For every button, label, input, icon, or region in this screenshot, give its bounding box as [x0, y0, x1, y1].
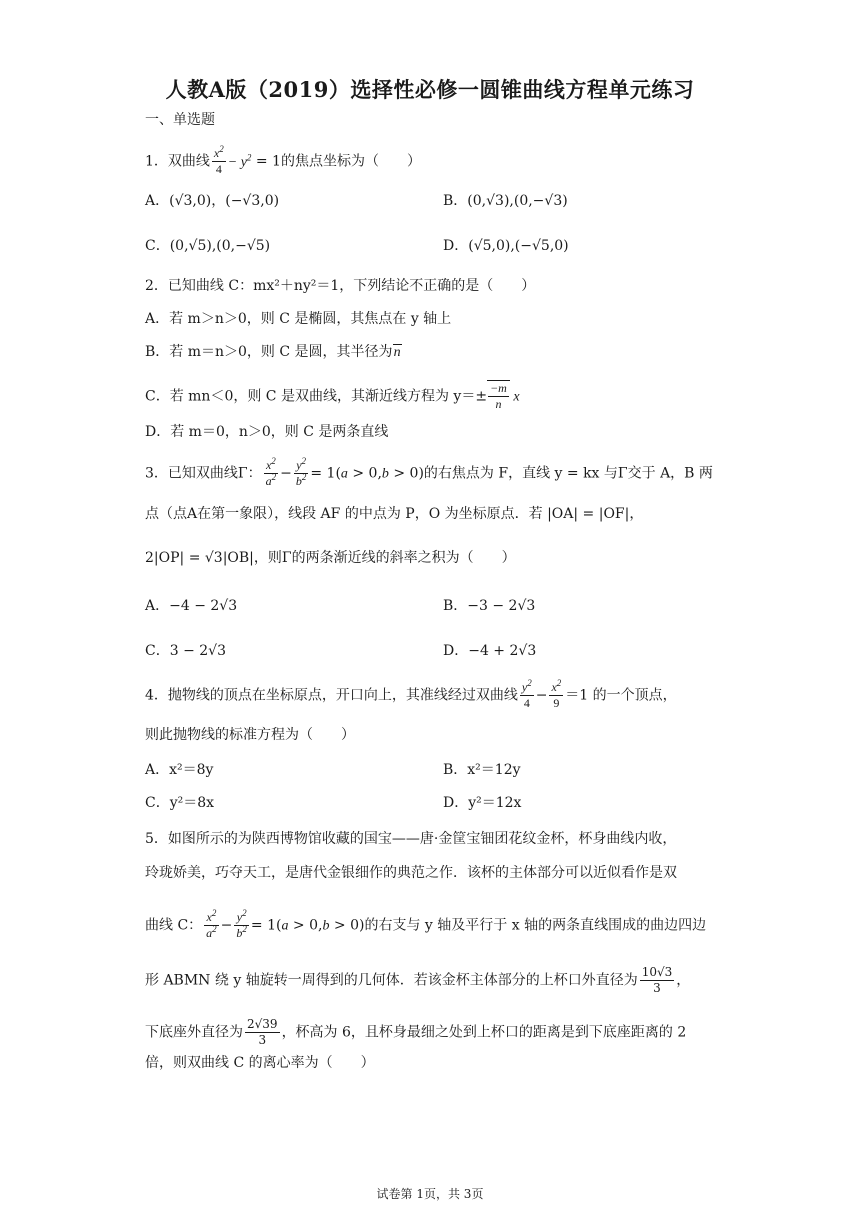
section-heading: 一、单选题 [145, 112, 215, 128]
question-4: 4．抛物线的顶点在坐标原点，开口向上，其准线经过双曲线 $\frac{y^2}{4}$ − $\frac{x^2}{9}$ ＝1 的一个顶点， [145, 678, 677, 710]
q2-option-b[interactable]: B．若 m＝n＞0，则 C 是圆，其半径为n [145, 344, 401, 360]
page-title: 人教A版（2019）选择性必修一圆锥曲线方程单元练习 [165, 77, 695, 102]
q3-option-c[interactable]: C．3 − 2√3 [145, 643, 226, 659]
question-5-line-6: 倍，则双曲线 C 的离心率为（ ） [145, 1055, 375, 1071]
q3-option-a[interactable]: A．−4 − 2√3 [145, 598, 238, 614]
question-4-line-2: 则此抛物线的标准方程为（ ） [145, 727, 355, 743]
q4-option-a[interactable]: A．x²＝8y [145, 762, 214, 778]
question-5-line-4: 形 ABMN 绕 y 轴旋转一周得到的几何体．若该金杯主体部分的上杯口外直径为 $\frac{10√3}{3}$ ， [145, 965, 691, 995]
question-5-line-5: 下底座外直径为 $\frac{2√39}{3}$ ，杯高为 6，且杯身最细之处到上杯口的距离是到下底座距离的 2 [145, 1017, 687, 1047]
q2-option-a[interactable]: A．若 m＞n＞0，则 C 是椭圆，其焦点在 y 轴上 [145, 311, 452, 327]
q3-option-d[interactable]: D．−4 + 2√3 [443, 643, 537, 659]
q1-option-a[interactable]: A．(√3,0)，(−√3,0) [145, 193, 280, 209]
question-5: 5．如图所示的为陕西博物馆收藏的国宝——唐·金筐宝钿团花纹金杯，杯身曲线内收， [145, 831, 677, 847]
q2-option-d[interactable]: D．若 m＝0，n＞0，则 C 是两条直线 [145, 424, 389, 440]
q4-option-d[interactable]: D．y²＝12x [443, 795, 522, 811]
question-5-line-2: 玲珑娇美，巧夺天工，是唐代金银细作的典范之作．该杯的主体部分可以近似看作是双 [145, 865, 677, 881]
question-2: 2．已知曲线 C：mx²＋ny²＝1，下列结论不正确的是（ ） [145, 278, 536, 294]
q1-option-c[interactable]: C．(0,√5),(0,−√5) [145, 238, 271, 254]
question-5-line-3: 曲线 C： $\frac{x^2}{a^2}$ − $\frac{y^2}{b^2}$ = 1(a > 0,b > 0)的右支与 y 轴及平行于 x 轴的两条直线围成的曲边四边 [145, 908, 707, 940]
q1-option-b[interactable]: B．(0,√3),(0,−√3) [443, 193, 568, 209]
question-3-line-3: 2|OP| = √3|OB|，则Γ的两条渐近线的斜率之积为（ ） [145, 550, 516, 566]
q4-option-b[interactable]: B．x²＝12y [443, 762, 521, 778]
question-3: 3．已知双曲线Γ： $\frac{x^2}{a^2}$ − $\frac{y^2}{b^2}$ = 1(a > 0,b > 0)的右焦点为 F，直线 y = kx 与Γ交于 A，B 两 [145, 456, 713, 488]
q1-option-d[interactable]: D．(√5,0),(−√5,0) [443, 238, 569, 254]
question-1: 1．双曲线 $\frac{x^2}{4}$ − $y^2 = 1$的焦点坐标为（ ） [145, 144, 421, 176]
q2-option-c[interactable]: C．若 mn＜0，则 C 是双曲线，其渐近线方程为 y＝± $\frac{-m}{n}$ x [145, 381, 520, 411]
q3-option-b[interactable]: B．−3 − 2√3 [443, 598, 536, 614]
question-3-line-2: 点（点A在第一象限），线段 AF 的中点为 P，O 为坐标原点．若 |OA| = |OF|， [145, 506, 644, 522]
page-footer: 试卷第 1页，共 3页 [376, 1187, 484, 1201]
q4-option-c[interactable]: C．y²＝8x [145, 795, 215, 811]
